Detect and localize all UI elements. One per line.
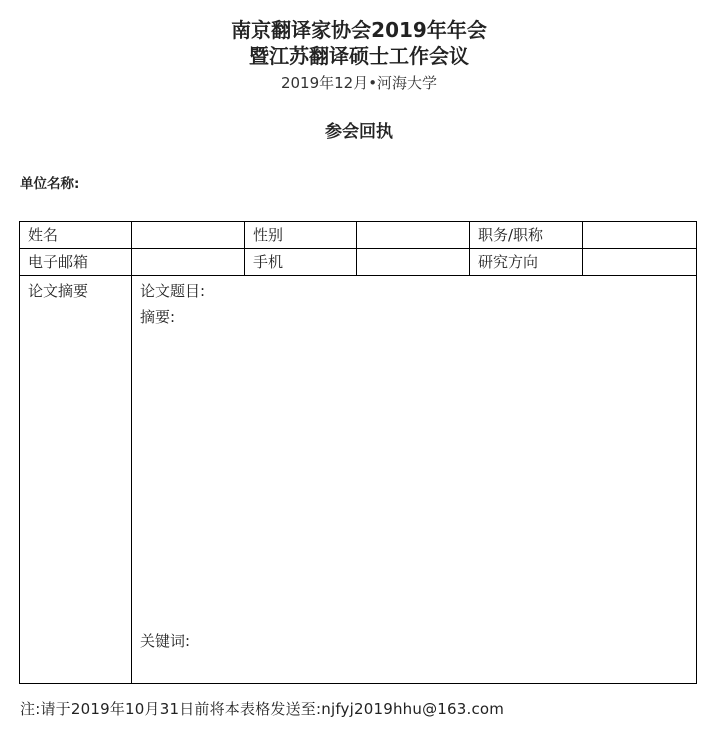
name-label-cell: 姓名 [20, 222, 132, 249]
abstract-label-cell: 论文摘要 [20, 276, 132, 684]
abstract-content-cell[interactable] [132, 276, 697, 684]
phone-label-cell: 手机 [245, 249, 357, 276]
unit-name-label: 单位名称: [20, 176, 80, 192]
document-title-line1: 南京翻译家协会2019年年会 [231, 18, 487, 42]
table-row-abstract [20, 276, 697, 684]
submission-note: 注:请于2019年10月31日前将本表格发送至:njfyj2019hhu@163.com [20, 700, 505, 718]
research-direction-value-cell[interactable] [583, 249, 697, 276]
gender-label-cell: 性别 [245, 222, 357, 249]
document-subtitle: 2019年12月•河海大学 [280, 74, 438, 92]
name-value-cell[interactable] [132, 222, 245, 249]
position-title-label-cell: 职务/职称 [470, 222, 583, 249]
summary-label: 摘要: [140, 308, 176, 326]
document-title-line2: 暨江苏翻译硕士工作会议 [249, 44, 469, 68]
position-title-value-cell[interactable] [583, 222, 697, 249]
research-direction-label-cell: 研究方向 [470, 249, 583, 276]
email-value-cell[interactable] [132, 249, 245, 276]
phone-value-cell[interactable] [357, 249, 470, 276]
email-label-cell: 电子邮箱 [20, 249, 132, 276]
table-row-basic-info [20, 222, 697, 249]
form-heading: 参会回执 [325, 122, 393, 142]
keywords-label: 关键词: [140, 632, 191, 650]
gender-value-cell[interactable] [357, 222, 470, 249]
table-row-contact-info [20, 249, 697, 276]
registration-form-table [19, 221, 697, 684]
paper-title-label: 论文题目: [140, 282, 206, 300]
